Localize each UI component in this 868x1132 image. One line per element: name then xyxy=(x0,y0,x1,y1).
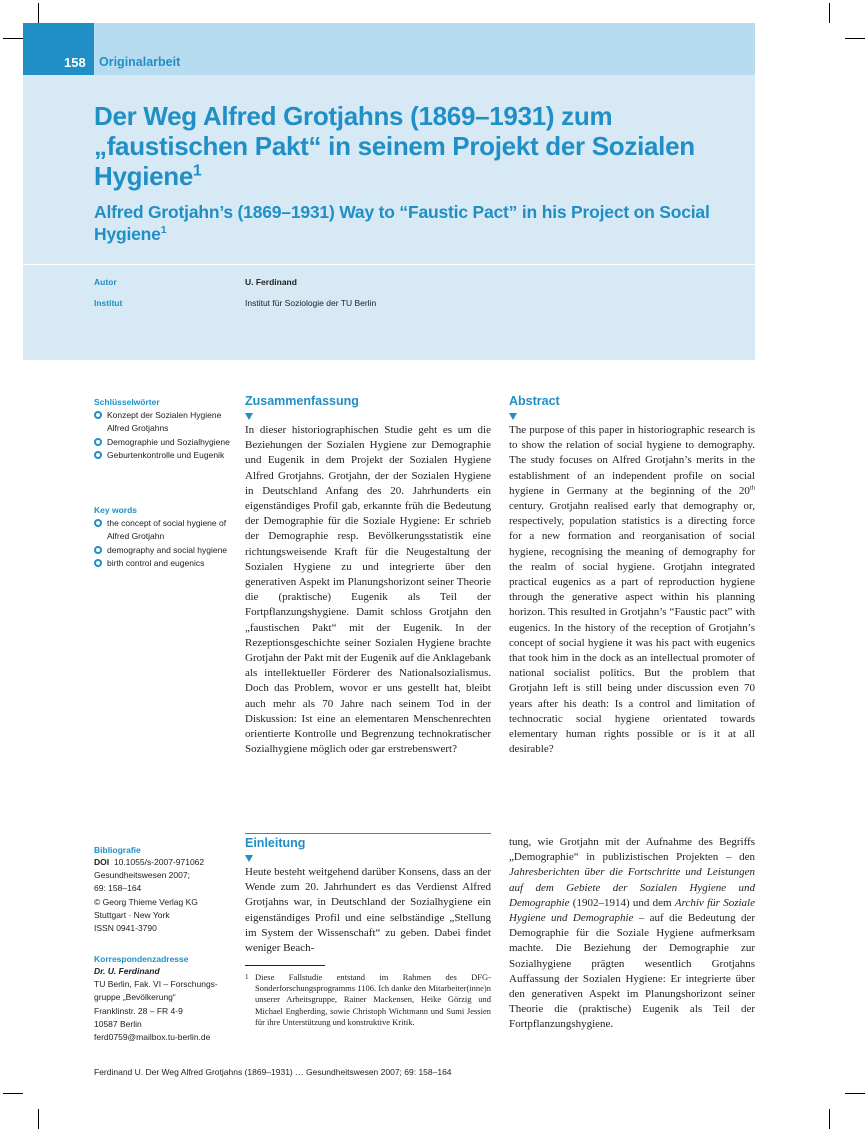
correspondence-line: 10587 Berlin xyxy=(94,1018,142,1029)
keywords-de-heading: Schlüsselwörter xyxy=(94,397,160,407)
institute-label: Institut xyxy=(94,298,123,308)
keyword-item: Geburtenkontrolle und Eugenik xyxy=(94,449,234,462)
intro-heading: Einleitung xyxy=(245,836,306,850)
bibliography-block xyxy=(94,856,244,935)
author-label: Autor xyxy=(94,277,117,287)
section-rule xyxy=(245,833,491,834)
keyword-item: Konzept der Sozialen Hygiene Alfred Grotjahns xyxy=(94,409,234,436)
abstract-heading: Abstract xyxy=(509,394,560,408)
keywords-de-list xyxy=(94,409,234,462)
crop-mark xyxy=(829,3,830,23)
title-english xyxy=(94,201,744,245)
page-number: 158 xyxy=(64,55,86,70)
title-english-footnote-ref[interactable]: 1 xyxy=(160,224,167,237)
section-label: Originalarbeit xyxy=(99,55,181,69)
footnote-text: Diese Fallstudie entstand im Rahmen des DFG-Sonderforschungsprogramms 1106. Ich danke den Mitarbeiter(inne)n unserer Arbeitsgruppe, Rainer Mackensen, Heike Görzig und Michael Engberding, sowie Christoph Wichtmann und Sumi Jessien für ihre Unterstützung und konstruktive Kritik. xyxy=(255,972,491,1027)
bullet-icon xyxy=(94,438,102,446)
footnote-number: 1 xyxy=(245,973,249,981)
institute-value: Institut für Soziologie der TU Berlin xyxy=(245,298,377,308)
bibliography-line: ISSN 0941-3790 xyxy=(94,923,157,934)
triangle-down-icon xyxy=(245,855,253,862)
keyword-item: Demographie und Sozialhygiene xyxy=(94,436,234,449)
title-english-text: Alfred Grotjahn’s (1869–1931) Way to “Faustic Pact” in his Project on Social Hygiene xyxy=(94,202,710,244)
correspondence-name: Dr. U. Ferdinand xyxy=(94,966,160,976)
title-german-footnote-ref[interactable]: 1 xyxy=(193,162,202,180)
doi-line xyxy=(94,856,244,869)
author-value: U. Ferdinand xyxy=(245,277,297,287)
correspondence-heading: Korrespondenzadresse xyxy=(94,954,189,964)
keyword-item: the concept of social hygiene of Alfred Grotjahn xyxy=(94,517,234,544)
header-divider xyxy=(23,264,755,265)
keywords-en-heading: Key words xyxy=(94,505,137,515)
crop-mark xyxy=(3,38,23,39)
correspondence-line: Franklinstr. 28 – FR 4-9 xyxy=(94,1005,183,1016)
summary-text: In dieser historiographischen Studie geht es um die Beziehungen der Sozialen Hygiene zur Demographie und Eugenik in dem Projekt der Sozialen Hygiene Alfred Grotjahns. Grotjahn, der der Sozialen Hygiene in Deutschland Anfang des 20. Jahrhunderts ein eigenständiges Profil gab, erkannte früh die Bedeutung der Demographie für die Soziale Hygiene: Er schrieb der Demographie resp. Bevölkerungsstatistik eine richtungsweisende Kraft für die Neugestaltung der Sozialen Hygiene zu und integrierte über den generativen Aspekt im Planungshorizont seiner Theorie die (praktische) Eugenik als Teil der Fortpflanzungshygiene. Damit schloss Grotjahn den „faustischen Pakt“ mit der Eugenik. In der Rezeptionsgeschichte seiner Sozialen Hygiene brachte Grotjahn der Pakt mit der Eugenik auf die Anklagebank als intellektueller Förderer des Nationalsozialismus. Doch das Problem, wovor er uns gestellt hat, bleibt auch mehr als 70 Jahre nach seinem Tod in der Diskussion: Ist eine an elementaren Menschenrechten orientierte Kontrolle und Begrenzung technokratischer Sozialhygiene möglich oder gar erstrebenswert? xyxy=(245,424,491,756)
keyword-item: demography and social hygiene xyxy=(94,544,234,557)
correspondence-block xyxy=(94,965,244,1044)
bibliography-line: © Georg Thieme Verlag KG xyxy=(94,896,198,907)
bullet-icon xyxy=(94,411,102,419)
crop-mark xyxy=(38,1109,39,1129)
intro-text-col1: Heute besteht weitgehend darüber Konsens, dass an der Wende zum 20. Jahrhundert es das Verdienst Alfred Grotjahns war, in Deutschland der Sozialhygiene ein eigenständiges Profil und eine selbständige „Stellung im System der Wissenschaft“ zu geben. Dabei findet weniger Beach- xyxy=(245,866,491,955)
bullet-icon xyxy=(94,546,102,554)
title-german-text: Der Weg Alfred Grotjahns (1869–1931) zum „faustischen Pakt“ in seinem Projekt der Sozialen Hygiene xyxy=(94,101,695,191)
crop-mark xyxy=(3,1093,23,1094)
triangle-down-icon xyxy=(245,413,253,420)
triangle-down-icon xyxy=(509,413,517,420)
bibliography-line: Stuttgart · New York xyxy=(94,909,170,920)
abstract-text: The purpose of this paper in historiographic research is to show the relation of social hygiene to demography. The study focuses on Alfred Grotjahn’s merits in the establishment of an independent profile on social hygiene in Germany at the beginning of the 20th century. Grotjahn realised early that demography or, respectively, population statistics is a directing force for a new formation and reorganisation of social hygiene, recognising the meaning of demography for the realm of social hygiene. Grotjahn integrated practical eugenics as a part of reproduction hygiene through the generative aspect within his planning horizon. This resulted in Grotjahn’s “Faustic pact” with eugenics. In the history of the reception of Grotjahn’s concept of social hygiene it was his pact with eugenics that took him in the dock as an intellectual promoter of national socialist politics. But the problem that Grotjahn left is still being under discussion even 70 years after his death: Is a control and limitation of technocratic social hygiene orientated towards elementary human rights possible or is it at all desirable? xyxy=(509,424,755,756)
correspondence-line: TU Berlin, Fak. VI – Forschungs- xyxy=(94,979,218,990)
crop-mark xyxy=(829,1109,830,1129)
footer-citation: Ferdinand U. Der Weg Alfred Grotjahns (1869–1931) … Gesundheitswesen 2007; 69: 158–164 xyxy=(94,1067,452,1077)
doi-value[interactable]: 10.1055/s-2007-971062 xyxy=(113,857,205,867)
bibliography-heading: Bibliografie xyxy=(94,845,141,855)
bullet-icon xyxy=(94,451,102,459)
footnote-rule xyxy=(245,965,325,966)
bullet-icon xyxy=(94,559,102,567)
correspondence-line: gruppe „Bevölkerung“ xyxy=(94,992,176,1003)
doi-label: DOI xyxy=(94,857,110,867)
crop-mark xyxy=(845,1093,865,1094)
footnote xyxy=(245,972,491,1028)
correspondence-email[interactable]: ferd0759@mailbox.tu-berlin.de xyxy=(94,1032,211,1043)
crop-mark xyxy=(38,3,39,23)
bibliography-line: 69: 158–164 xyxy=(94,883,142,894)
summary-heading: Zusammenfassung xyxy=(245,394,359,408)
intro-text-col2: tung, wie Grotjahn mit der Aufnahme des Begriffs „Demographie“ in publizistischen Projekten – den Jahresberichten über die Fortschritte und Leistungen auf dem Gebiete der Sozialen Hygiene und Demographie (1902–1914) und dem Archiv für Soziale Hygiene und Demographie – auf die Bedeutung der Demographie für die Soziale Hygiene aufmerksam machte. Die Beziehung der Demographie zur Sozialhygiene prägten wesentlich Grotjahns Auffassung der Sozialen Hygiene: Er integrierte über den generativen Aspekt im Planungshorizont seiner Theorie die (praktische) Eugenik als Teil der Fortpflanzungshygiene. xyxy=(509,836,756,1031)
title-german xyxy=(94,101,734,191)
bibliography-line: Gesundheitswesen 2007; xyxy=(94,870,190,881)
keyword-item: birth control and eugenics xyxy=(94,557,234,570)
keywords-en-list xyxy=(94,517,234,570)
crop-mark xyxy=(845,38,865,39)
bullet-icon xyxy=(94,519,102,527)
